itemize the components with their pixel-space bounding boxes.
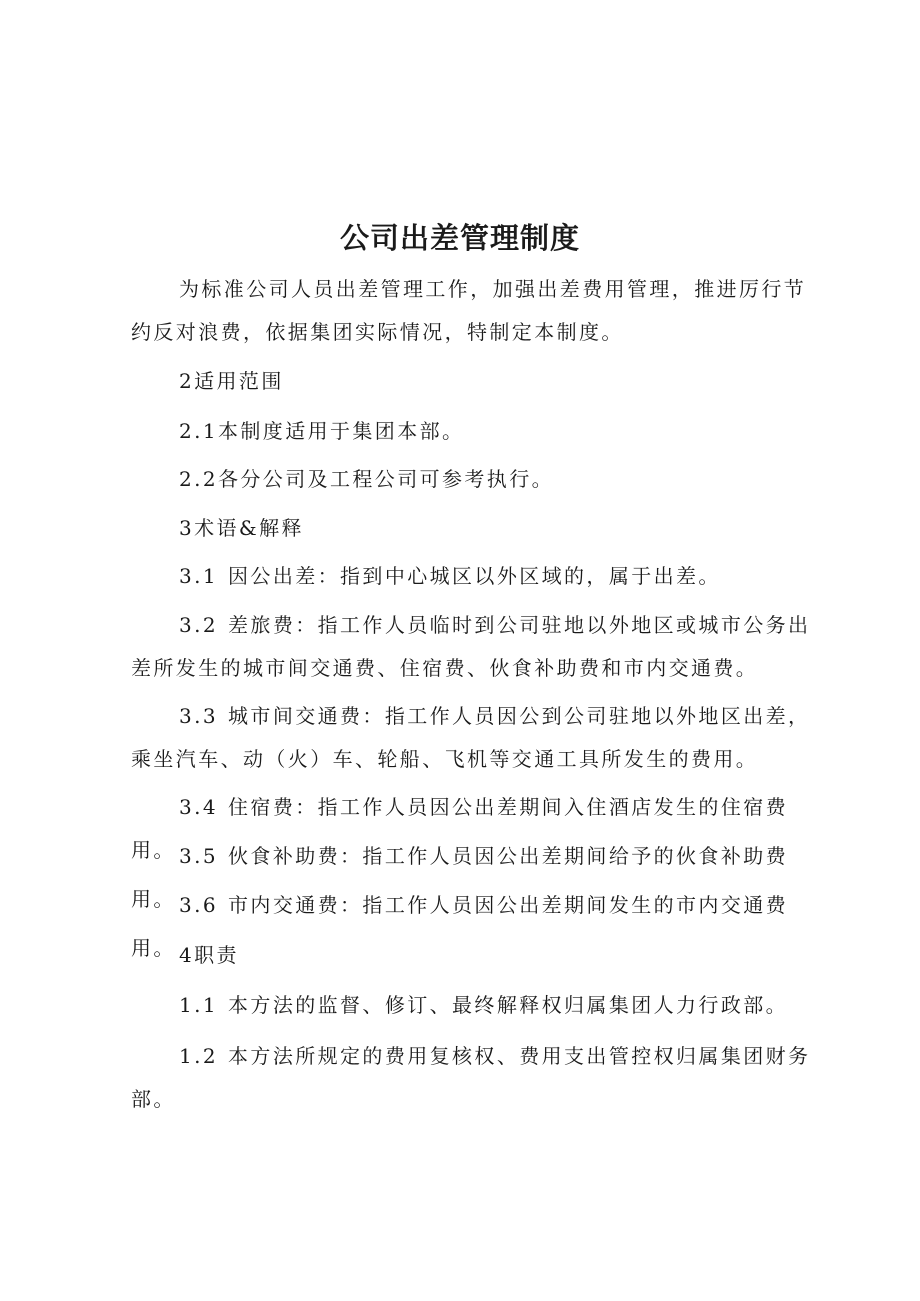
clause-text: 城市间交通费：指工作人员因公到公司驻地以外地区出差，乘坐汽车、动（火）车、轮船、飞机等交通工具所发生的费用。: [131, 704, 811, 771]
clause-3-2: [131, 604, 811, 690]
clause-2-2: 2.2各分公司及工程公司可参考执行。: [179, 467, 555, 491]
clause-number: 3.6: [179, 893, 219, 917]
section-heading-terms: 3术语&解释: [179, 516, 304, 540]
document-title: 公司出差管理制度: [339, 221, 580, 255]
clause-3-3: [131, 695, 811, 781]
clause-number: 3.1: [179, 564, 219, 588]
clause-text: 本方法的监督、修订、最终解释权归属集团人力行政部。: [228, 993, 789, 1017]
section-heading-duties: 4职责: [179, 943, 239, 967]
clause-number: 1.1: [179, 993, 219, 1017]
intro-paragraph: 为标准公司人员出差管理工作，加强出差费用管理，推进厉行节约反对浪费，依据集团实际情况，特制定本制度。: [131, 277, 807, 344]
clause-text: 差旅费：指工作人员临时到公司驻地以外地区或城市公务出差所发生的城市间交通费、住宿费、伙食补助费和市内交通费。: [131, 613, 811, 680]
clause-number: 3.4: [179, 795, 219, 819]
clause-number: 1.2: [179, 1044, 219, 1068]
clause-4-2: [131, 1035, 811, 1121]
clause-3-1: [131, 555, 811, 598]
clause-text: 住宿费：指工作人员因公出差期间入住酒店发生的住宿费用。: [131, 795, 789, 862]
clause-4-1: [131, 984, 811, 1027]
clause-text: 市内交通费：指工作人员因公出差期间发生的市内交通费用。: [131, 893, 789, 960]
clause-2-1: 2.1本制度适用于集团本部。: [179, 419, 465, 443]
clause-text: 本方法所规定的费用复核权、费用支出管控权归属集团财务部。: [131, 1044, 811, 1111]
clause-number: 3.3: [179, 704, 219, 728]
clause-number: 3.5: [179, 844, 219, 868]
clause-number: 3.2: [179, 613, 219, 637]
section-heading-scope: 2适用范围: [179, 369, 284, 393]
clause-text: 因公出差：指到中心城区以外区域的，属于出差。: [228, 564, 721, 588]
clause-text: 伙食补助费：指工作人员因公出差期间给予的伙食补助费用。: [131, 844, 789, 911]
